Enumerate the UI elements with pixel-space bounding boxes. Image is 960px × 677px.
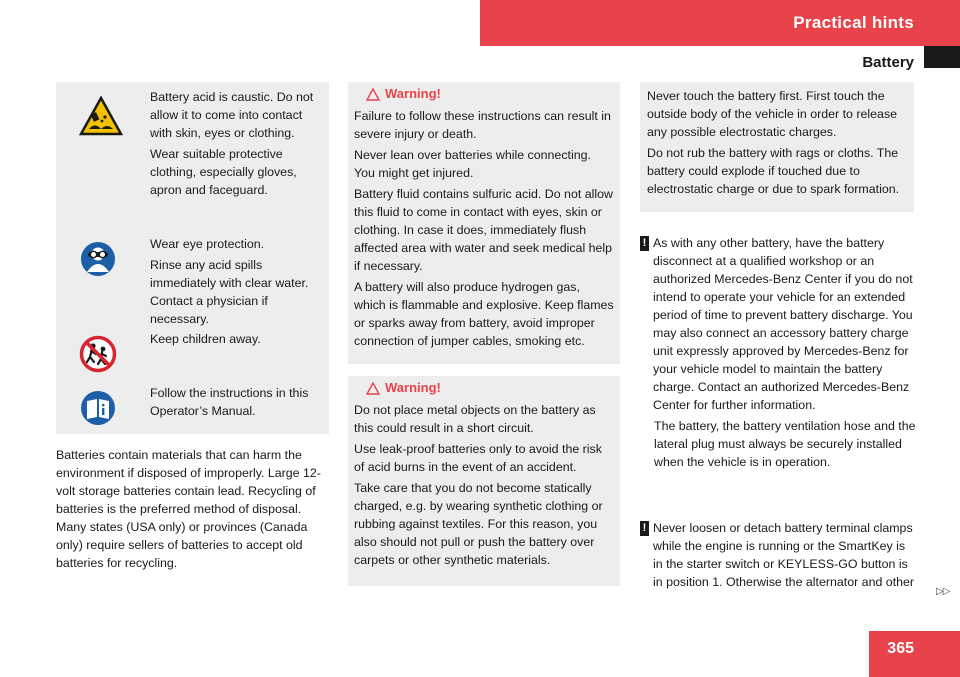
warning-paragraph: Use leak-proof batteries only to avoid the risk of acid burns in the event of an accident.: [354, 442, 602, 474]
static-charge-info-box: [640, 82, 914, 212]
note-body: [653, 234, 918, 471]
caustic-acid-warning-icon: [79, 96, 117, 134]
symbol-paragraph: Rinse any acid spills immediately with clear water. Contact a physician if necessary.: [150, 258, 309, 326]
warning-heading-text: Warning!: [385, 86, 441, 101]
symbol-text-eye: [150, 235, 322, 331]
warning-heading-1: [366, 85, 614, 103]
symbol-paragraph: Wear suitable protective clothing, especially gloves, apron and faceguard.: [150, 147, 297, 197]
note-paragraph: As with any other battery, have the battery disconnect at a qualified workshop or an authorized Mercedes-Benz Center if you do not intend to operate your vehicle for an extended period of time to prevent battery discharge. You may also connect an accessory battery charge unit expressly approved by Mercedes-Benz for your vehicle model to maintain the battery charge. Contact an authorized Mercedes-Benz Center for further information.: [653, 236, 913, 412]
warning-paragraph: Battery fluid contains sulfuric acid. Do not allow this fluid to come in contact with eyes, skin or clothing. In case it does, immediately flush affected area with water and seek medical help if necessary.: [354, 187, 613, 273]
symbol-text-children: [150, 330, 322, 351]
safety-symbols-table: [56, 82, 329, 434]
operators-manual-icon: [79, 389, 117, 427]
info-paragraph: Never touch the battery first. First touch the outside body of the vehicle in order to release any possible electrostatic charges.: [647, 89, 898, 139]
warning-box-1: [348, 82, 620, 364]
warning-paragraph: Failure to follow these instructions can result in severe injury or death.: [354, 109, 611, 141]
info-paragraph: Do not rub the battery with rags or cloths. The battery could explode if touched due to electrostatic charge or due to spark formation.: [647, 146, 900, 196]
environment-paragraph: Batteries contain materials that can harm the environment if disposed of improperly. Large 12-volt storage batteries contain lead. Recycling of batteries is the preferred method of disposal. Many states (USA only) or provinces (Canada only) require sellers of batteries to accept old batteries for recycling.: [56, 448, 321, 570]
symbol-text-manual: [150, 384, 322, 423]
symbol-paragraph: Follow the instructions in this Operator’s Manual.: [150, 386, 309, 418]
page-number-box: [869, 631, 960, 677]
continued-arrow-icon: ▷▷: [936, 586, 950, 597]
note-paragraph: The battery, the battery ventilation hose and the lateral plug must always be securely installed when the vehicle is in operation.: [654, 419, 916, 469]
warning-heading-text: Warning!: [385, 380, 441, 395]
symbol-text-acid: [150, 88, 322, 202]
warning-box-2: [348, 376, 620, 586]
note-paragraph: Never loosen or detach battery terminal clamps while the engine is running or the SmartKey is in the starter switch or KEYLESS-GO button is in position 1. Otherwise the alternator and other: [653, 521, 915, 589]
note-body: [653, 519, 918, 591]
warning-paragraph: Do not place metal objects on the battery as this could result in a short circuit.: [354, 403, 596, 435]
symbol-paragraph: Battery acid is caustic. Do not allow it to come into contact with skin, eyes or clothing.: [150, 90, 314, 140]
note-terminal-clamps: [640, 519, 918, 594]
section-title: Battery: [862, 54, 914, 71]
warning-triangle-icon: [366, 88, 380, 101]
warning-heading-2: [366, 379, 614, 397]
exclamation-note-icon: !: [640, 521, 649, 536]
keep-children-away-icon: [79, 335, 117, 373]
symbol-paragraph: Wear eye protection.: [150, 237, 265, 251]
note-battery-storage: [640, 234, 918, 474]
warning-triangle-icon: [366, 382, 380, 395]
eye-protection-icon: [79, 240, 117, 278]
warning-paragraph: A battery will also produce hydrogen gas, which is flammable and explosive. Keep flames or sparks away from battery, avoid improper connection of jumper cables, smoking etc.: [354, 280, 614, 348]
exclamation-note-icon: !: [640, 236, 649, 251]
chapter-title: Practical hints: [793, 13, 914, 32]
warning-paragraph: Never lean over batteries while connecting. You might get injured.: [354, 148, 591, 180]
warning-paragraph: Take care that you do not become statically charged, e.g. by wearing synthetic clothing or rubbing against textiles. For this reason, you also should not pull or push the battery over carpets or other synthetic materials.: [354, 481, 603, 567]
symbol-paragraph: Keep children away.: [150, 332, 261, 346]
page-number: 365: [887, 640, 914, 657]
section-tab-marker: [924, 46, 960, 68]
